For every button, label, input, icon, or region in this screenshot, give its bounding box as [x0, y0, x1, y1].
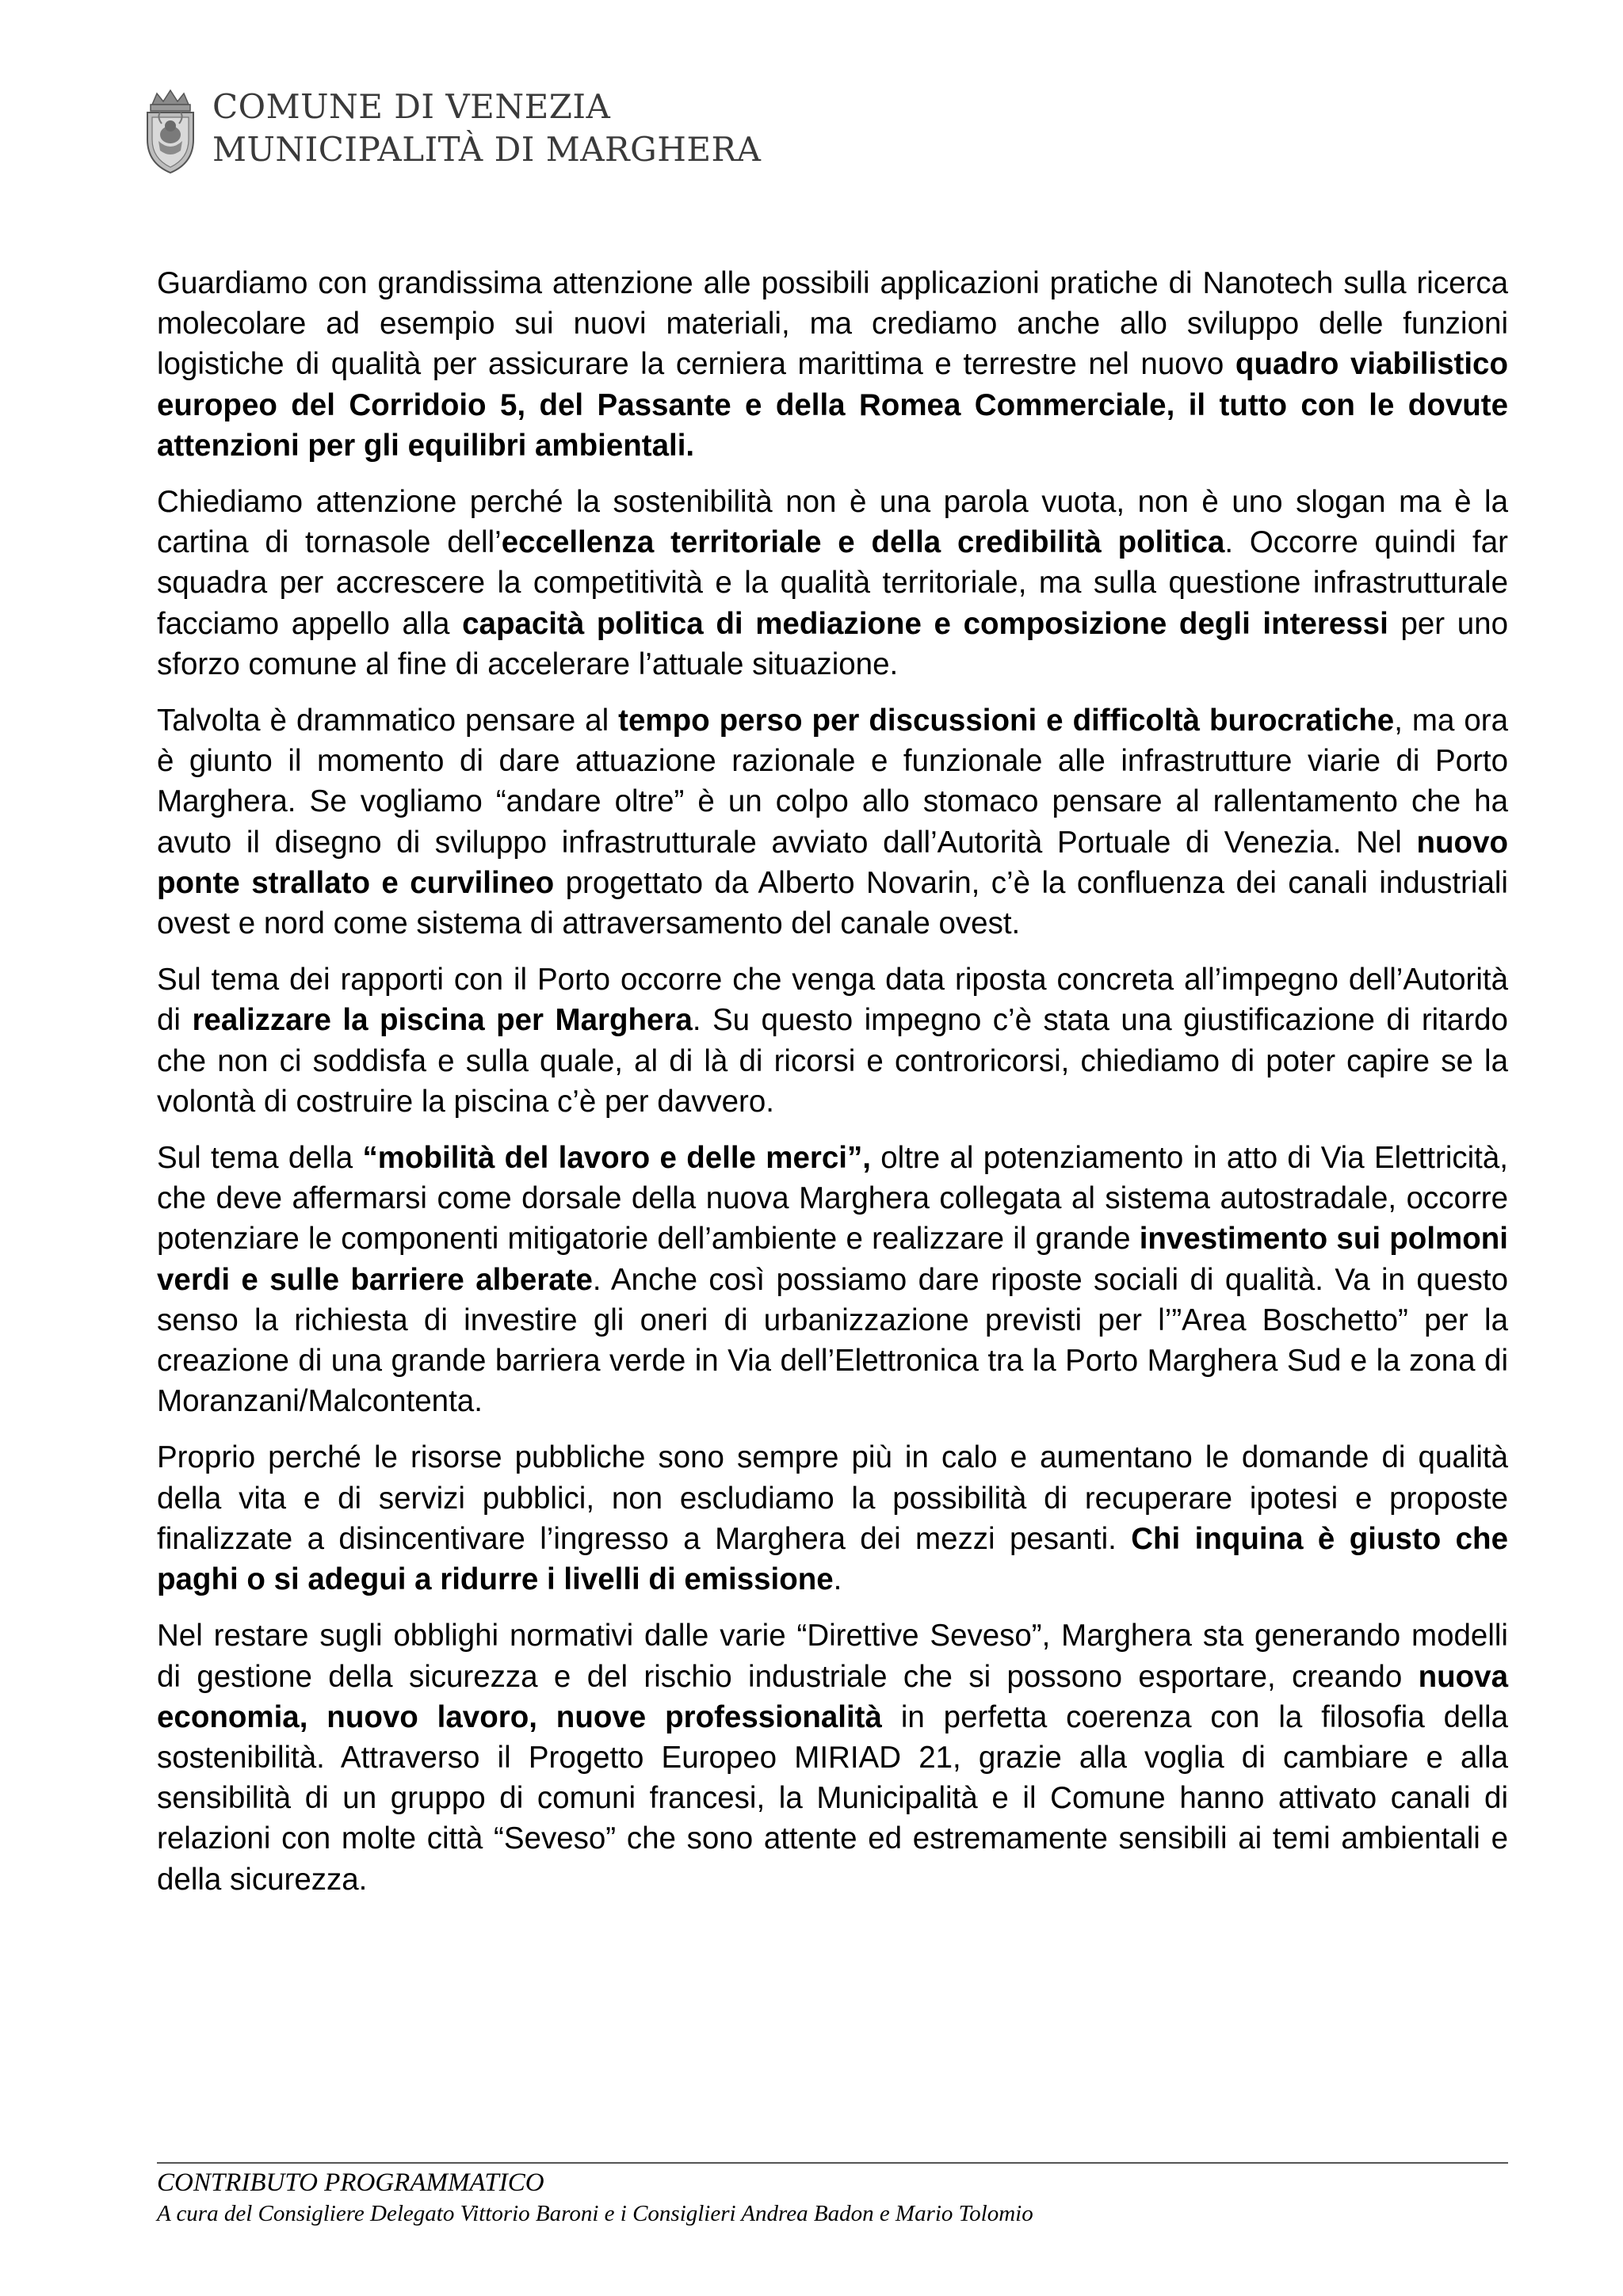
- venice-coat-of-arms-icon: [141, 89, 200, 176]
- text-run: Sul tema della: [157, 1141, 363, 1176]
- bold-run: “mobilità del lavoro e delle merci”,: [362, 1141, 871, 1176]
- text-run: oltre al potenziamento in atto di Via Elettricità, che deve affermarsi come dorsale della nuova Marghera collegata al sistema autostradale, occorre potenziare le componenti mitigatorie dell’ambiente e realizzare il grande: [157, 1141, 1508, 1257]
- footer-title: CONTRIBUTO PROGRAMMATICO: [157, 2168, 544, 2197]
- bold-run: tempo perso per discussioni e difficoltà burocratiche: [618, 704, 1395, 738]
- text-run: Guardiamo con grandissima attenzione alle possibili applicazioni pratiche di Nanotech sulla ricerca molecolare ad esempio sui nuovi materiali, ma crediamo anche allo sviluppo delle funzioni logistiche di qualità per assicurare la cerniera marittima e terrestre nel nuovo: [157, 266, 1508, 382]
- paragraph: [157, 263, 1508, 466]
- bold-run: quadro viabilistico europeo del Corridoio 5, del Passante e della Romea Commerciale, il tutto con le dovute attenzioni per gli equilibri ambientali.: [157, 347, 1508, 463]
- footer-rule: [157, 2162, 1508, 2164]
- paragraph: [157, 700, 1508, 944]
- bold-run: capacità politica di mediazione e composizione degli interessi: [462, 606, 1388, 641]
- bold-run: nuova economia, nuovo lavoro, nuove professionalità: [157, 1659, 1508, 1734]
- text-run: . Su questo impegno c’è stata una giustificazione di ritardo che non ci soddisfa e sulla quale, al di là di ricorsi e controricorsi, chiediamo di poter capire se la volontà di costruire la piscina c’è per davvero.: [157, 1003, 1508, 1119]
- text-run: Proprio perché le risorse pubbliche sono sempre più in calo e aumentano le domande di qualità della vita e di servizi pubblici, non escludiamo la possibilità di recuperare ipotesi e proposte finalizzate a disincentivare l’ingresso a Marghera dei mezzi pesanti.: [157, 1440, 1508, 1556]
- paragraph: [157, 482, 1508, 685]
- letterhead-line-1: COMUNE DI VENEZIA: [212, 87, 611, 126]
- letterhead-line-2: MUNICIPALITÀ DI MARGHERA: [212, 130, 762, 169]
- text-run: per uno sforzo comune al fine di accelerare l’attuale situazione.: [157, 606, 1508, 681]
- bold-run: Chi inquina è giusto che paghi o si adegui a ridurre i livelli di emissione: [157, 1521, 1508, 1597]
- bold-run: investimento sui polmoni verdi e sulle barriere alberate: [157, 1222, 1508, 1297]
- letterhead-text: [212, 86, 761, 171]
- text-run: in perfetta coerenza con la filosofia della sostenibilità. Attraverso il Progetto Europeo MIRIAD 21, grazie alla voglia di cambiare e alla sensibilità di un gruppo di comuni francesi, la Municipalità e il Comune hanno attivato canali di relazioni con molte città “Seveso” che sono attente ed estremamente sensibili ai temi ambientali e della sicurezza.: [157, 1699, 1508, 1897]
- text-run: . Anche così possiamo dare riposte sociali di qualità. Va in questo senso la richiesta di investire gli oneri di urbanizzazione previsti per l’”Area Boschetto” per la creazione di una grande barriera verde in Via dell’Elettronica tra la Porto Marghera Sud e la zona di Moranzani/Malcontenta.: [157, 1262, 1508, 1419]
- bold-run: eccellenza territoriale e della credibilità politica: [501, 525, 1225, 560]
- paragraph: [157, 1437, 1508, 1600]
- text-run: . Occorre quindi far squadra per accrescere la competitività e la qualità territoriale, ma sulla questione infrastrutturale facciamo appello alla: [157, 525, 1508, 641]
- bold-run: realizzare la piscina per Marghera: [192, 1003, 693, 1038]
- footer: [157, 2167, 1508, 2229]
- paragraph: [157, 1138, 1508, 1421]
- document-body: [157, 263, 1508, 1916]
- bold-run: nuovo ponte strallato e curvilineo: [157, 825, 1508, 900]
- text-run: Sul tema dei rapporti con il Porto occorre che venga data riposta concreta all’impegno dell’Autorità di: [157, 963, 1508, 1038]
- text-run: , ma ora è giunto il momento di dare attuazione razionale e funzionale alle infrastrutture viarie di Porto Marghera. Se vogliamo “andare oltre” è un colpo allo stomaco pensare al rallentamento che ha avuto il disegno di sviluppo infrastrutturale avviato dall’Autorità Portuale di Venezia. Nel: [157, 704, 1509, 860]
- text-run: Talvolta è drammatico pensare al: [157, 704, 619, 738]
- text-run: progettato da Alberto Novarin, c’è la confluenza dei canali industriali ovest e nord come sistema di attraversamento del canale ovest.: [157, 865, 1508, 941]
- footer-subtitle: A cura del Consigliere Delegato Vittorio Baroni e i Consiglieri Andrea Badon e Mario Tolomio: [157, 2201, 1033, 2226]
- text-run: Nel restare sugli obblighi normativi dalle varie “Direttive Seveso”, Marghera sta generando modelli di gestione della sicurezza e del rischio industriale che si possono esportare, creando: [157, 1619, 1508, 1694]
- text-run: Chiediamo attenzione perché la sostenibilità non è una parola vuota, non è uno slogan ma è la cartina di tornasole dell’: [157, 485, 1508, 560]
- text-run: .: [833, 1562, 842, 1597]
- letterhead: [141, 86, 854, 181]
- paragraph: [157, 1615, 1508, 1899]
- paragraph: [157, 959, 1508, 1122]
